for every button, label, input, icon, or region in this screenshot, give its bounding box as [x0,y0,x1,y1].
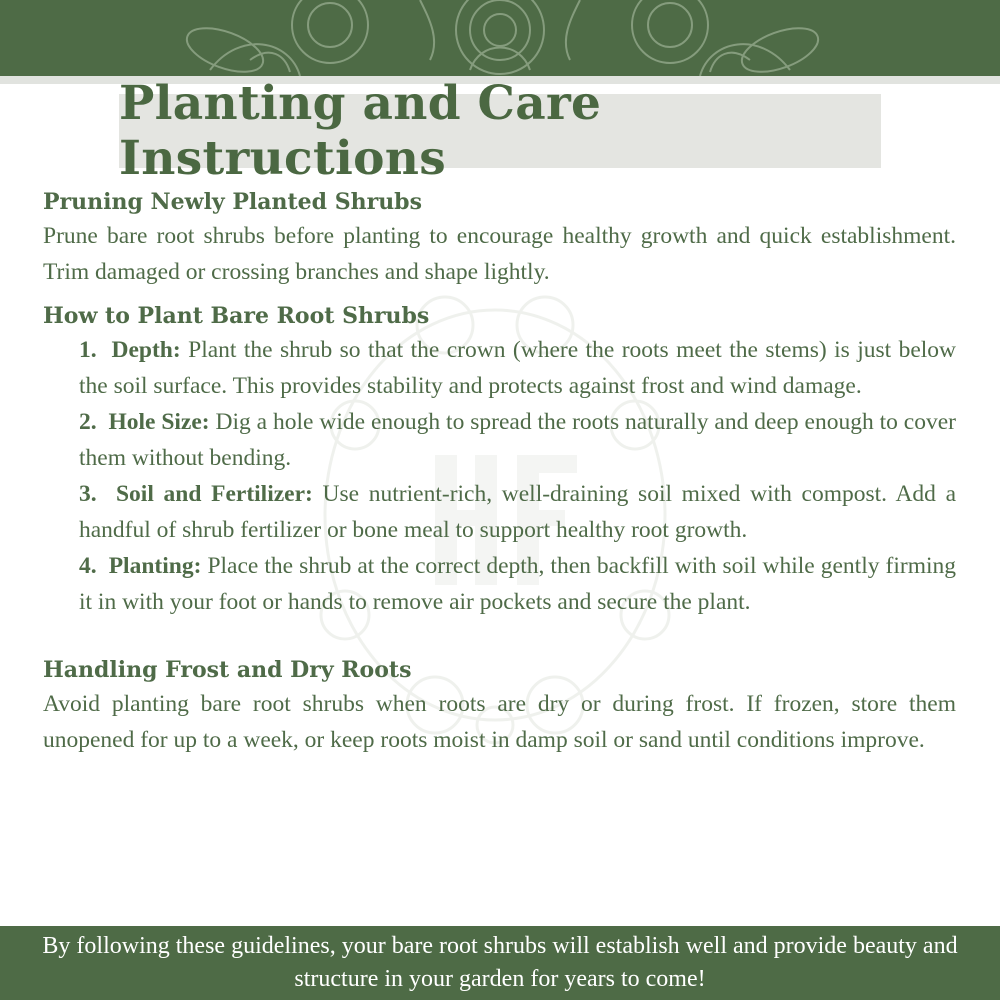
title-box [119,76,881,186]
step-text: Use nutrient-rich, well-draining soil mixed with compost. Add a handful of shrub fertilizer or bone meal to support healthy root growth. [79,481,957,543]
step-item [79,548,956,620]
heading-howto: How to Plant Bare Root Shrubs [43,303,430,329]
section-howto [43,300,956,620]
step-number: 1. [79,337,97,363]
text-pruning: Prune bare root shrubs before planting to encourage healthy growth and quick establishment. Trim damaged or crossing branches and shape lightly. [43,223,956,285]
step-number: 2. [79,409,97,435]
footer-banner [0,926,1000,1000]
heading-pruning: Pruning Newly Planted Shrubs [43,189,422,215]
step-item [79,404,956,476]
step-number: 3. [79,481,97,507]
step-item [79,476,956,548]
text-frost: Avoid planting bare root shrubs when roots are dry or during frost. If frozen, store them unopened for up to a week, or keep roots moist in damp soil or sand until conditions improve. [43,691,956,753]
top-banner [0,0,1000,76]
section-pruning [43,186,956,290]
step-label: Hole Size: [108,409,210,435]
steps-list [43,332,956,620]
step-label: Planting: [108,553,202,579]
step-text: Place the shrub at the correct depth, then backfill with soil while gently firming it in with your foot or hands to remove air pockets and secure the plant. [79,553,957,615]
step-text: Dig a hole wide enough to spread the roots naturally and deep enough to cover them without bending. [79,409,956,471]
step-label: Depth: [111,337,181,363]
section-frost [43,654,956,758]
rose-pattern-icon [0,0,1000,76]
step-item [79,332,956,404]
footer-text: By following these guidelines, your bare root shrubs will establish well and provide beauty and structure in your garden for years to come! [42,933,958,992]
content [43,186,956,766]
page-title: Planting and Care Instructions [119,76,602,186]
step-number: 4. [79,553,97,579]
step-label: Soil and Fertilizer: [115,481,313,507]
step-text: Plant the shrub so that the crown (where the roots meet the stems) is just below the soil surface. This provides stability and protects against frost and wind damage. [79,337,957,399]
heading-frost: Handling Frost and Dry Roots [43,657,412,683]
